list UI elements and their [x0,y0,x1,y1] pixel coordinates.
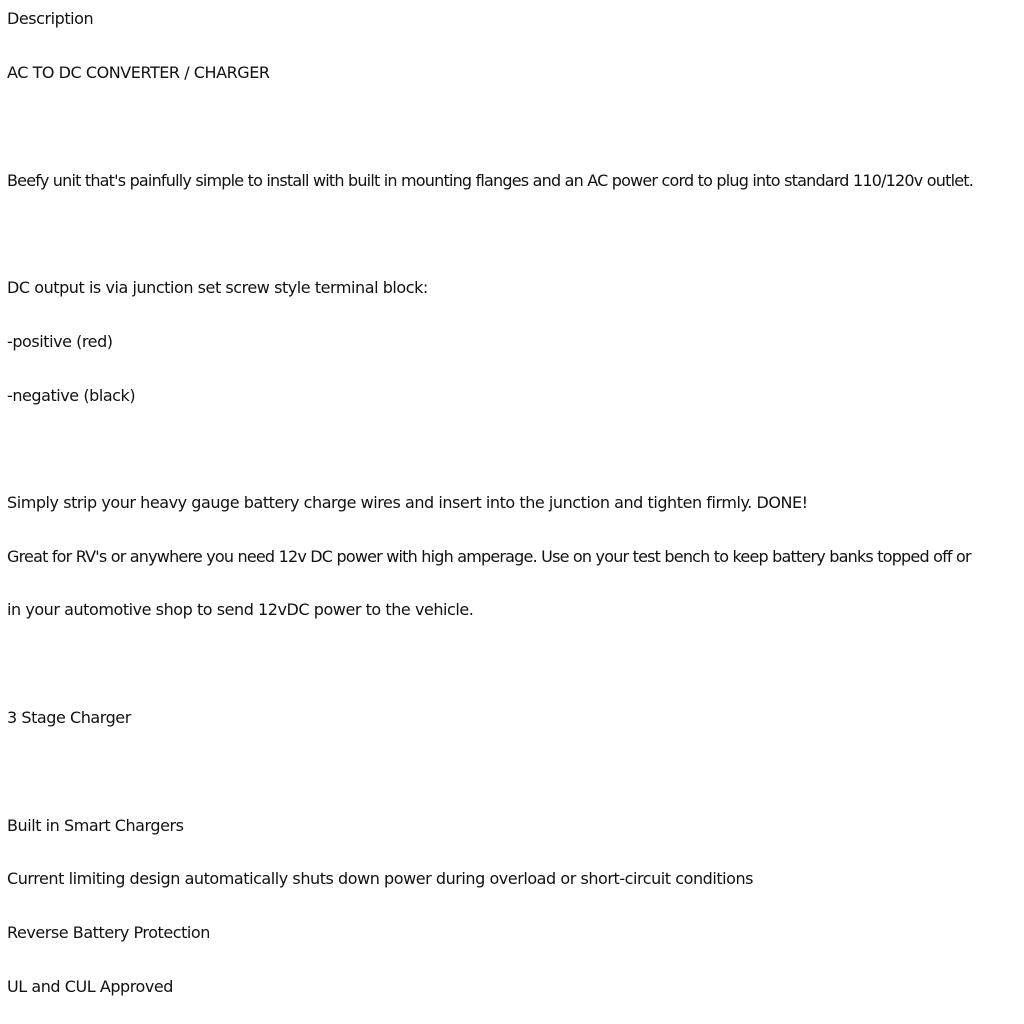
dc-output-intro: DC output is via junction set screw style terminal block: [7,278,428,297]
terminal-positive: -positive (red) [7,332,113,351]
install-instructions: Simply strip your heavy gauge battery charge wires and insert into the junction and tighten firmly. DONE! [7,493,808,512]
terminal-negative: -negative (black) [7,386,136,405]
feature-ul-cul: UL and CUL Approved [7,977,173,996]
product-title: AC TO DC CONVERTER / CHARGER [7,63,270,82]
feature-reverse-protection: Reverse Battery Protection [7,923,210,942]
charger-type: 3 Stage Charger [7,708,131,727]
feature-current-limiting: Current limiting design automatically shuts down power during overload or short-circuit conditions [7,869,754,888]
usage-line-1: Great for RV's or anywhere you need 12v DC power with high amperage. Use on your test bench to keep battery banks topped off or [7,547,971,566]
description-heading: Description [7,9,94,28]
feature-smart-chargers: Built in Smart Chargers [7,816,184,835]
usage-line-2: in your automotive shop to send 12vDC power to the vehicle. [7,600,474,619]
intro-paragraph: Beefy unit that's painfully simple to install with built in mounting flanges and an AC power cord to plug into standard 110/120v outlet. [7,171,974,190]
